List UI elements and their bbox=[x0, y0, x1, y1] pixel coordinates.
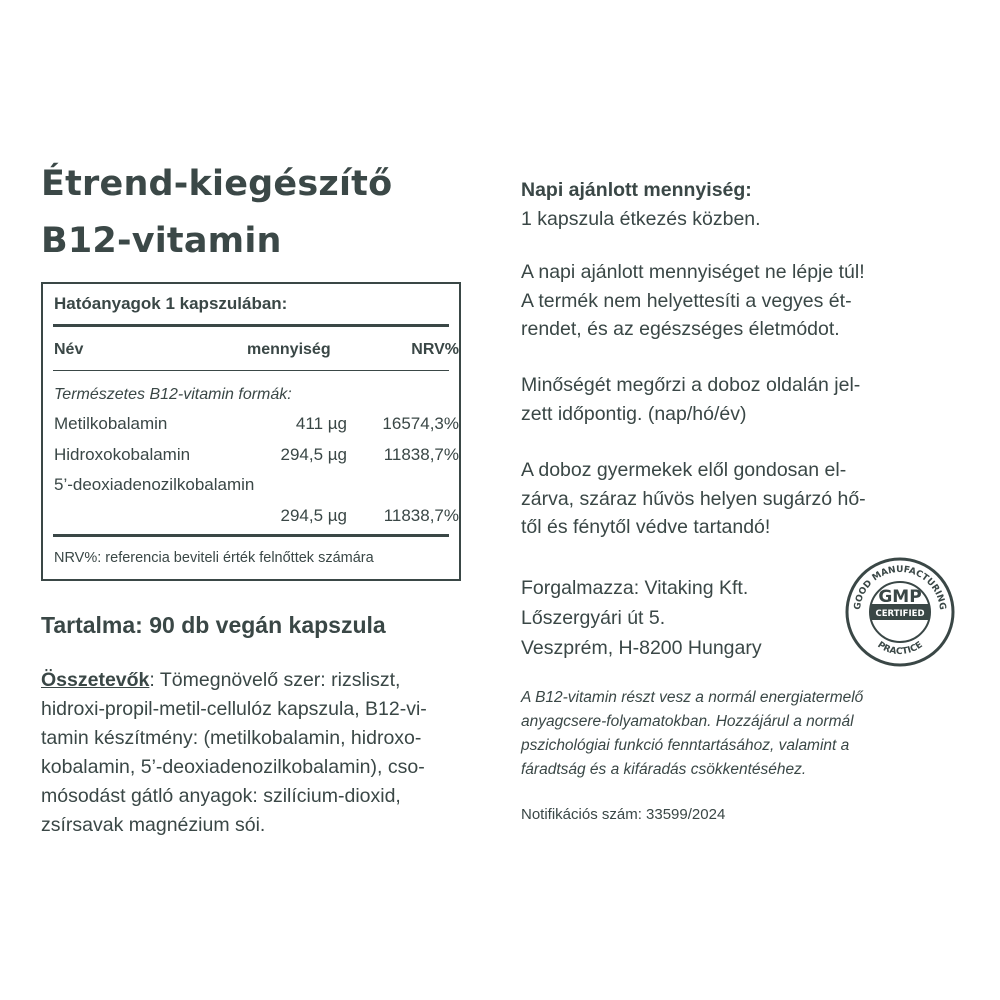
health-claim-line: pszichológiai funkció fenntartásához, valamint a bbox=[521, 737, 850, 754]
ingredients-line: hidroxi-propil-metil-cellulóz kapszula, B12-vi- bbox=[41, 698, 427, 720]
distributor-line: Veszprém, H-8200 Hungary bbox=[521, 637, 762, 659]
ingredients-block bbox=[41, 666, 427, 840]
ingredients-line-1: Összetevők: Tömegnövelő szer: rizsliszt, bbox=[41, 669, 401, 691]
column-header-amount: mennyiség bbox=[247, 341, 331, 358]
ingredients-line: mósodást gátló anyagok: szilícium-dioxid, bbox=[41, 785, 401, 807]
ingredients-line: zsírsavak magnézium sói. bbox=[41, 814, 266, 836]
best-before-line: Minőségét megőrzi a doboz oldalán jel- bbox=[521, 374, 861, 396]
distributor-block bbox=[521, 573, 762, 663]
dosage-text: 1 kapszula étkezés közben. bbox=[521, 207, 761, 230]
table-row-nrv: 11838,7% bbox=[383, 445, 459, 464]
gmp-certified-seal bbox=[844, 556, 956, 668]
package-contents: Tartalma: 90 db vegán kapszula bbox=[41, 612, 386, 638]
gmp-sub-text: CERTIFIED bbox=[875, 609, 925, 619]
ingredients-label: Összetevők bbox=[41, 669, 150, 691]
gmp-center-text: GMP bbox=[878, 587, 922, 607]
best-before-line: zett időpontig. (nap/hó/év) bbox=[521, 402, 747, 425]
health-claim-line: A B12-vitamin részt vesz a normál energiatermelő bbox=[521, 689, 864, 706]
best-before-block bbox=[521, 371, 860, 428]
ingredients-line: kobalamin, 5’-deoxiadenozilkobalamin), cso- bbox=[41, 756, 425, 778]
gmp-seal-icon bbox=[844, 556, 956, 668]
column-header-nrv: NRV% bbox=[411, 341, 459, 358]
table-row-nrv: 16574,3% bbox=[382, 414, 459, 433]
table-row-amount: 411 µg bbox=[295, 414, 347, 433]
ingredients-line: tamin készítmény: (metilkobalamin, hidroxo- bbox=[41, 727, 422, 749]
table-row-nrv: 11838,7% bbox=[383, 506, 459, 525]
product-name-title: B12-vitamin bbox=[41, 221, 282, 261]
table-divider bbox=[53, 324, 449, 327]
storage-line: A doboz gyermekek elől gondosan el- bbox=[521, 459, 847, 481]
warning-block bbox=[521, 258, 865, 344]
table-section-label: Természetes B12-vitamin formák: bbox=[54, 386, 292, 403]
notification-number: Notifikációs szám: 33599/2024 bbox=[521, 806, 726, 823]
table-row-name: 5’-deoxiadenozilkobalamin bbox=[54, 475, 255, 494]
table-footnote: NRV%: referencia beviteli érték felnőttek számára bbox=[54, 550, 374, 566]
health-claim-block bbox=[521, 686, 863, 782]
dosage-block bbox=[521, 176, 761, 233]
distributor-line: Lőszergyári út 5. bbox=[521, 607, 666, 629]
warning-line: A napi ajánlott mennyiséget ne lépje túl! bbox=[521, 261, 865, 283]
table-heading: Hatóanyagok 1 kapszulában: bbox=[54, 294, 288, 313]
table-divider bbox=[53, 534, 449, 537]
table-row-amount: 294,5 µg bbox=[280, 506, 347, 525]
health-claim-line: anyagcsere-folyamatokban. Hozzájárul a normál bbox=[521, 713, 854, 730]
gmp-ring-bottom-text: PRACTICE bbox=[875, 640, 925, 658]
warning-line: A termék nem helyettesíti a vegyes ét- bbox=[521, 289, 852, 312]
distributor-line: Forgalmazza: Vitaking Kft. bbox=[521, 577, 749, 599]
table-row-name: Hidroxokobalamin bbox=[54, 445, 191, 464]
table-row-amount: 294,5 µg bbox=[280, 445, 347, 464]
product-category-title: Étrend-kiegészítő bbox=[41, 164, 393, 204]
warning-line: rendet, és az egészséges életmódot. bbox=[521, 318, 840, 340]
health-claim-line: fáradtság és a kifáradás csökkentéséhez. bbox=[521, 761, 807, 778]
gmp-ring-top-text: GOOD MANUFACTURING bbox=[852, 564, 948, 611]
storage-line: től és fénytől védve tartandó! bbox=[521, 516, 771, 538]
storage-line: zárva, száraz hűvös helyen sugárzó hő- bbox=[521, 487, 866, 510]
table-divider bbox=[53, 370, 449, 371]
dosage-label: Napi ajánlott mennyiség: bbox=[521, 179, 752, 201]
table-row-name: Metilkobalamin bbox=[54, 414, 168, 433]
column-header-name: Név bbox=[54, 341, 84, 358]
storage-block bbox=[521, 456, 866, 542]
